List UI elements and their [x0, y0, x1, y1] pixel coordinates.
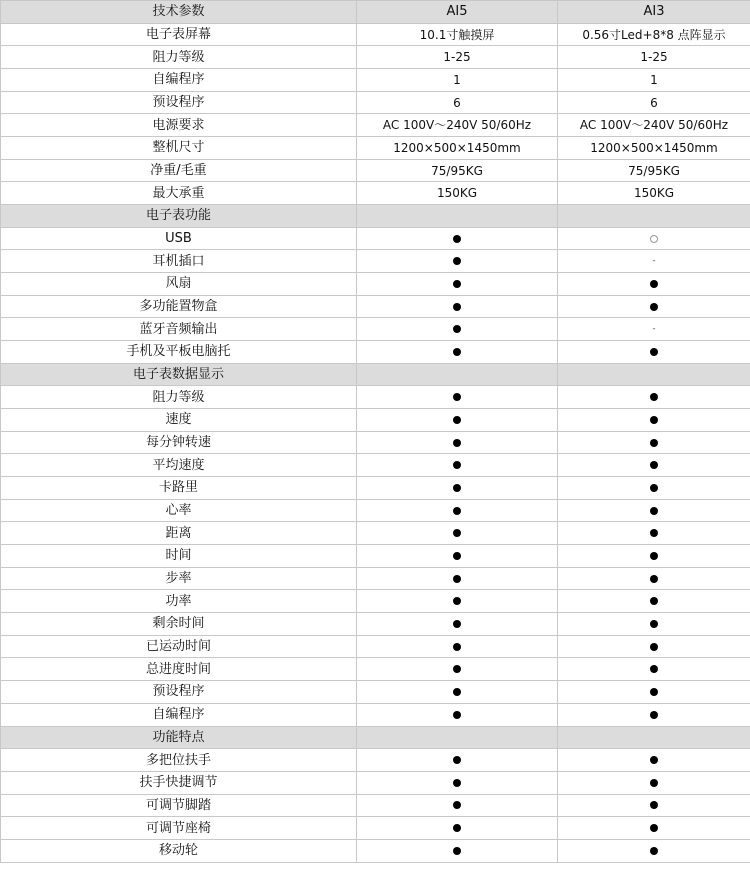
- filled-dot-icon: [453, 529, 461, 537]
- row-label: 总进度时间: [1, 658, 357, 681]
- ai3-feature-cell: [558, 635, 750, 658]
- table-row: [1, 522, 750, 545]
- header-spec-label: 技术参数: [1, 1, 357, 24]
- filled-dot-icon: [650, 779, 658, 787]
- table-row: [1, 69, 750, 92]
- ai3-feature-cell: [558, 295, 750, 318]
- ai5-feature-cell: [357, 703, 558, 726]
- filled-dot-icon: [650, 756, 658, 764]
- ai3-feature-cell: [558, 749, 750, 772]
- ai3-feature-cell: [558, 454, 750, 477]
- table-row: [1, 567, 750, 590]
- filled-dot-icon: [650, 847, 658, 855]
- table-row: [1, 341, 750, 364]
- ai5-value: 75/95KG: [357, 159, 558, 182]
- row-label: 最大承重: [1, 182, 357, 205]
- filled-dot-icon: [453, 801, 461, 809]
- table-row: [1, 114, 750, 137]
- row-label: 耳机插口: [1, 250, 357, 273]
- filled-dot-icon: [650, 529, 658, 537]
- table-row: [1, 182, 750, 205]
- filled-dot-icon: [453, 552, 461, 560]
- row-label: 自编程序: [1, 69, 357, 92]
- filled-dot-icon: [453, 688, 461, 696]
- row-label: 每分钟转速: [1, 431, 357, 454]
- table-row: [1, 431, 750, 454]
- filled-dot-icon: [453, 620, 461, 628]
- ai5-feature-cell: [357, 839, 558, 862]
- section-title: 电子表功能: [1, 205, 357, 228]
- ai3-value: 1200×500×1450mm: [558, 137, 750, 160]
- ai3-feature-cell: [558, 227, 750, 250]
- ai5-feature-cell: [357, 817, 558, 840]
- row-label: 电子表屏幕: [1, 23, 357, 46]
- table-row: [1, 613, 750, 636]
- filled-dot-icon: [650, 552, 658, 560]
- ai5-feature-cell: [357, 635, 558, 658]
- header-row: [1, 1, 750, 24]
- ai5-feature-cell: [357, 545, 558, 568]
- ai3-value: 150KG: [558, 182, 750, 205]
- ai5-feature-cell: [357, 477, 558, 500]
- ai5-feature-cell: [357, 454, 558, 477]
- table-row: [1, 454, 750, 477]
- filled-dot-icon: [650, 416, 658, 424]
- ai3-feature-cell: [558, 590, 750, 613]
- ai3-feature-cell: [558, 681, 750, 704]
- ai3-value: 1: [558, 69, 750, 92]
- filled-dot-icon: [650, 507, 658, 515]
- ai3-feature-cell: [558, 522, 750, 545]
- header-ai5: AI5: [357, 1, 558, 24]
- header-ai3: AI3: [558, 1, 750, 24]
- ai5-feature-cell: [357, 681, 558, 704]
- table-row: [1, 749, 750, 772]
- filled-dot-icon: [453, 303, 461, 311]
- section-blank-cell: [357, 205, 558, 228]
- row-label: 心率: [1, 499, 357, 522]
- filled-dot-icon: [453, 235, 461, 243]
- filled-dot-icon: [650, 303, 658, 311]
- row-label: 手机及平板电脑托: [1, 341, 357, 364]
- ai5-feature-cell: [357, 250, 558, 273]
- row-label: 预设程序: [1, 91, 357, 114]
- filled-dot-icon: [650, 643, 658, 651]
- section-blank-cell: [357, 726, 558, 749]
- ai5-feature-cell: [357, 341, 558, 364]
- row-label: 移动轮: [1, 839, 357, 862]
- table-row: [1, 703, 750, 726]
- ai3-feature-cell: [558, 613, 750, 636]
- table-row: [1, 273, 750, 296]
- table-row: [1, 250, 750, 273]
- filled-dot-icon: [453, 597, 461, 605]
- ai5-value: 6: [357, 91, 558, 114]
- filled-dot-icon: [453, 779, 461, 787]
- ai5-value: AC 100V～240V 50/60Hz: [357, 114, 558, 137]
- filled-dot-icon: [453, 507, 461, 515]
- ai3-feature-cell: [558, 545, 750, 568]
- filled-dot-icon: [453, 665, 461, 673]
- table-row: [1, 227, 750, 250]
- ai3-feature-cell: [558, 771, 750, 794]
- section-title: 功能特点: [1, 726, 357, 749]
- filled-dot-icon: [650, 801, 658, 809]
- ai5-feature-cell: [357, 409, 558, 432]
- ai3-feature-cell: [558, 477, 750, 500]
- ai5-feature-cell: [357, 295, 558, 318]
- filled-dot-icon: [650, 711, 658, 719]
- section-blank-cell: [558, 726, 750, 749]
- ai5-value: 1: [357, 69, 558, 92]
- filled-dot-icon: [453, 484, 461, 492]
- ai3-value: 1-25: [558, 46, 750, 69]
- ai3-value: AC 100V～240V 50/60Hz: [558, 114, 750, 137]
- table-row: [1, 295, 750, 318]
- row-label: 可调节座椅: [1, 817, 357, 840]
- row-label: 预设程序: [1, 681, 357, 704]
- table-row: [1, 159, 750, 182]
- filled-dot-icon: [453, 416, 461, 424]
- row-label: 平均速度: [1, 454, 357, 477]
- filled-dot-icon: [650, 280, 658, 288]
- filled-dot-icon: [650, 461, 658, 469]
- ai5-feature-cell: [357, 522, 558, 545]
- ai5-value: 10.1寸触摸屏: [357, 23, 558, 46]
- table-row: [1, 46, 750, 69]
- ai5-feature-cell: [357, 794, 558, 817]
- ai5-value: 1-25: [357, 46, 558, 69]
- filled-dot-icon: [453, 643, 461, 651]
- row-label: 自编程序: [1, 703, 357, 726]
- ai3-feature-cell: [558, 703, 750, 726]
- filled-dot-icon: [453, 348, 461, 356]
- filled-dot-icon: [650, 439, 658, 447]
- table-row: [1, 545, 750, 568]
- ai3-feature-cell: [558, 817, 750, 840]
- ai5-feature-cell: [357, 318, 558, 341]
- table-row: [1, 839, 750, 862]
- row-label: 时间: [1, 545, 357, 568]
- table-row: [1, 91, 750, 114]
- ai5-feature-cell: [357, 386, 558, 409]
- ai5-value: 150KG: [357, 182, 558, 205]
- table-row: [1, 681, 750, 704]
- section-blank-cell: [357, 363, 558, 386]
- row-label: 多功能置物盒: [1, 295, 357, 318]
- row-label: 功率: [1, 590, 357, 613]
- filled-dot-icon: [650, 665, 658, 673]
- section-title: 电子表数据显示: [1, 363, 357, 386]
- filled-dot-icon: [453, 461, 461, 469]
- hollow-circle-icon: [650, 235, 658, 243]
- ai3-value: 0.56寸Led+8*8 点阵显示: [558, 23, 750, 46]
- filled-dot-icon: [650, 348, 658, 356]
- ai5-feature-cell: [357, 590, 558, 613]
- table-row: [1, 817, 750, 840]
- ai3-feature-cell: [558, 341, 750, 364]
- table-row: [1, 318, 750, 341]
- section-row: [1, 205, 750, 228]
- ai5-value: 1200×500×1450mm: [357, 137, 558, 160]
- ai5-feature-cell: [357, 771, 558, 794]
- filled-dot-icon: [650, 620, 658, 628]
- filled-dot-icon: [453, 824, 461, 832]
- row-label: 步率: [1, 567, 357, 590]
- table-row: [1, 590, 750, 613]
- dash-icon: -: [652, 255, 656, 266]
- table-row: [1, 635, 750, 658]
- ai5-feature-cell: [357, 273, 558, 296]
- row-label: 风扇: [1, 273, 357, 296]
- section-blank-cell: [558, 205, 750, 228]
- dash-icon: -: [652, 323, 656, 334]
- filled-dot-icon: [453, 393, 461, 401]
- ai5-feature-cell: [357, 567, 558, 590]
- filled-dot-icon: [650, 597, 658, 605]
- ai5-feature-cell: [357, 431, 558, 454]
- row-label: 扶手快捷调节: [1, 771, 357, 794]
- ai5-feature-cell: [357, 749, 558, 772]
- ai5-feature-cell: [357, 227, 558, 250]
- table-row: [1, 137, 750, 160]
- filled-dot-icon: [453, 257, 461, 265]
- table-row: [1, 409, 750, 432]
- ai3-feature-cell: [558, 250, 750, 273]
- section-row: [1, 726, 750, 749]
- ai3-feature-cell: [558, 794, 750, 817]
- row-label: 阻力等级: [1, 386, 357, 409]
- row-label: 阻力等级: [1, 46, 357, 69]
- ai3-feature-cell: [558, 658, 750, 681]
- filled-dot-icon: [453, 325, 461, 333]
- ai5-feature-cell: [357, 658, 558, 681]
- ai3-value: 6: [558, 91, 750, 114]
- ai3-value: 75/95KG: [558, 159, 750, 182]
- row-label: USB: [1, 227, 357, 250]
- row-label: 蓝牙音频输出: [1, 318, 357, 341]
- filled-dot-icon: [650, 484, 658, 492]
- filled-dot-icon: [453, 439, 461, 447]
- filled-dot-icon: [650, 688, 658, 696]
- ai3-feature-cell: [558, 273, 750, 296]
- row-label: 卡路里: [1, 477, 357, 500]
- ai5-feature-cell: [357, 499, 558, 522]
- ai5-feature-cell: [357, 613, 558, 636]
- filled-dot-icon: [453, 756, 461, 764]
- filled-dot-icon: [453, 280, 461, 288]
- ai3-feature-cell: [558, 431, 750, 454]
- filled-dot-icon: [650, 824, 658, 832]
- ai3-feature-cell: [558, 499, 750, 522]
- row-label: 多把位扶手: [1, 749, 357, 772]
- ai3-feature-cell: [558, 409, 750, 432]
- table-row: [1, 499, 750, 522]
- row-label: 可调节脚踏: [1, 794, 357, 817]
- filled-dot-icon: [650, 393, 658, 401]
- ai3-feature-cell: [558, 318, 750, 341]
- row-label: 电源要求: [1, 114, 357, 137]
- table-row: [1, 477, 750, 500]
- row-label: 剩余时间: [1, 613, 357, 636]
- filled-dot-icon: [453, 711, 461, 719]
- table-row: [1, 386, 750, 409]
- ai3-feature-cell: [558, 839, 750, 862]
- table-row: [1, 23, 750, 46]
- section-row: [1, 363, 750, 386]
- row-label: 整机尺寸: [1, 137, 357, 160]
- spec-table-body: [1, 1, 750, 863]
- table-row: [1, 658, 750, 681]
- table-row: [1, 771, 750, 794]
- filled-dot-icon: [650, 575, 658, 583]
- filled-dot-icon: [453, 847, 461, 855]
- ai3-feature-cell: [558, 386, 750, 409]
- ai3-feature-cell: [558, 567, 750, 590]
- section-blank-cell: [558, 363, 750, 386]
- filled-dot-icon: [453, 575, 461, 583]
- row-label: 已运动时间: [1, 635, 357, 658]
- table-row: [1, 794, 750, 817]
- row-label: 速度: [1, 409, 357, 432]
- row-label: 净重/毛重: [1, 159, 357, 182]
- row-label: 距离: [1, 522, 357, 545]
